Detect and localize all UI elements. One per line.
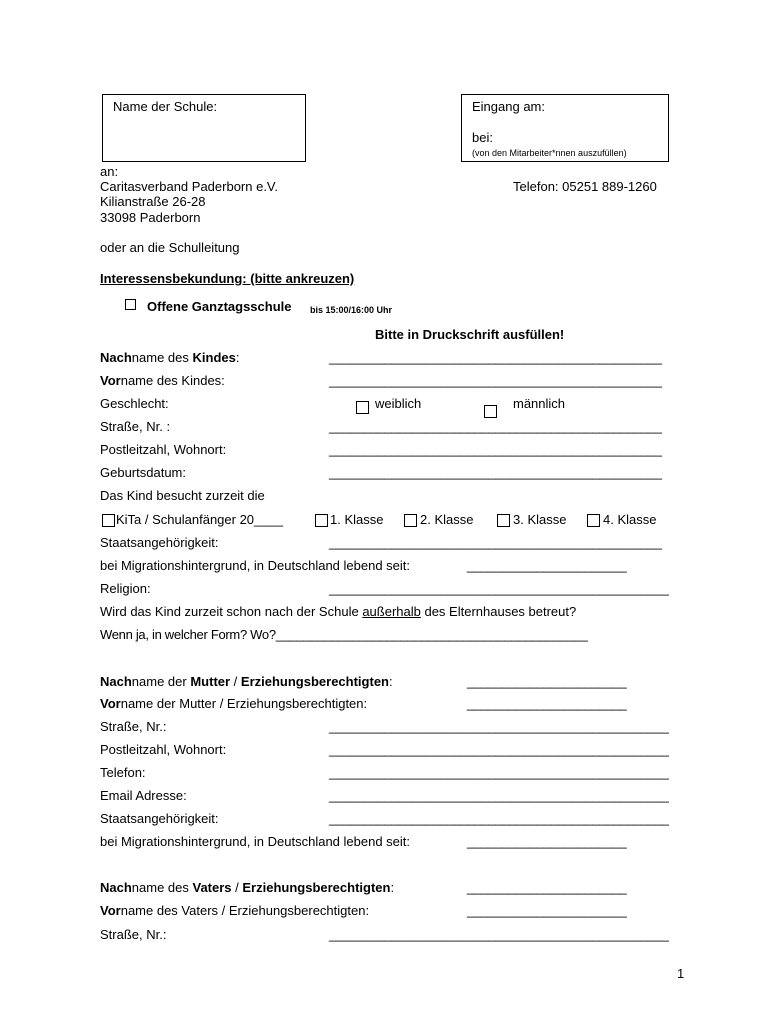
- interest-heading: Interessensbekundung: (bitte ankreuzen): [100, 271, 355, 286]
- mother-email-field[interactable]: _________________________________________________: [329, 788, 669, 803]
- child-vorname-label: Vorname des Kindes:: [100, 373, 225, 388]
- weiblich-label: weiblich: [375, 396, 422, 411]
- school-name-box[interactable]: [102, 94, 306, 162]
- ganztag-label: Offene Ganztagsschule: [147, 299, 292, 314]
- address-city: 33098 Paderborn: [100, 210, 201, 225]
- klasse4-checkbox[interactable]: [587, 514, 600, 527]
- child-geschlecht-label: Geschlecht:: [100, 396, 169, 411]
- mother-strasse-label: Straße, Nr.:: [100, 719, 167, 734]
- maennlich-label: männlich: [513, 396, 566, 411]
- child-plz-field[interactable]: ________________________________________________: [329, 442, 662, 457]
- address-street: Kilianstraße 26-28: [100, 194, 206, 209]
- ganztag-note: bis 15:00/16:00 Uhr: [310, 305, 393, 315]
- father-strasse-label: Straße, Nr.:: [100, 927, 167, 942]
- kita-label: KiTa / Schulanfänger 20____: [116, 512, 283, 527]
- address-org: Caritasverband Paderborn e.V.: [100, 179, 279, 194]
- address-an: an:: [100, 164, 119, 179]
- father-vorname-label: Vorname des Vaters / Erziehungsberechtigten:: [100, 903, 370, 918]
- mother-migration-label: bei Migrationshintergrund, in Deutschland lebend seit:: [100, 834, 411, 849]
- child-besucht-label: Das Kind besucht zurzeit die: [100, 488, 265, 503]
- father-vorname-field[interactable]: _______________________: [467, 903, 627, 918]
- child-nachname-field[interactable]: ________________________________________________: [329, 350, 662, 365]
- staff-note: (von den Mitarbeiter*nnen auszufüllen): [472, 148, 627, 158]
- child-migration-label: bei Migrationshintergrund, in Deutschland lebend seit:: [100, 558, 411, 573]
- mother-vorname-label: Vorname der Mutter / Erziehungsberechtigten:: [100, 696, 368, 711]
- mother-migration-field[interactable]: _______________________: [467, 834, 627, 849]
- child-vorname-field[interactable]: ________________________________________________: [329, 373, 662, 388]
- mother-strasse-field[interactable]: _________________________________________________: [329, 719, 669, 734]
- klasse4-label: 4. Klasse: [603, 512, 657, 527]
- mother-plz-label: Postleitzahl, Wohnort:: [100, 742, 227, 757]
- mother-plz-field[interactable]: _________________________________________________: [329, 742, 669, 757]
- mother-nachname-label: Nachname der Mutter / Erziehungsberechtigten:: [100, 674, 393, 689]
- child-plz-label: Postleitzahl, Wohnort:: [100, 442, 227, 457]
- child-religion-label: Religion:: [100, 581, 151, 596]
- klasse3-checkbox[interactable]: [497, 514, 510, 527]
- mother-telefon-field[interactable]: _________________________________________________: [329, 765, 669, 780]
- child-staat-field[interactable]: ________________________________________________: [329, 535, 662, 550]
- mother-nachname-field[interactable]: _______________________: [467, 674, 627, 689]
- page-number: 1: [677, 966, 685, 981]
- child-strasse-label: Straße, Nr. :: [100, 419, 171, 434]
- father-nachname-field[interactable]: _______________________: [467, 880, 627, 895]
- klasse3-label: 3. Klasse: [513, 512, 567, 527]
- father-nachname-label: Nachname des Vaters / Erziehungsberechtigten:: [100, 880, 395, 895]
- school-name-label: Name der Schule:: [113, 99, 218, 114]
- kita-checkbox[interactable]: [102, 514, 115, 527]
- child-betreut-question: Wird das Kind zurzeit schon nach der Schule außerhalb des Elternhauses betreut?: [100, 604, 577, 619]
- klasse1-label: 1. Klasse: [330, 512, 384, 527]
- child-geburtsdatum-field[interactable]: ________________________________________________: [329, 465, 662, 480]
- bei-label: bei:: [472, 130, 493, 145]
- child-nachname-label: Nachname des Kindes:: [100, 350, 240, 365]
- klasse1-checkbox[interactable]: [315, 514, 328, 527]
- mother-telefon-label: Telefon:: [100, 765, 146, 780]
- ganztag-checkbox[interactable]: [125, 299, 136, 310]
- maennlich-checkbox[interactable]: [484, 405, 497, 418]
- child-form-field[interactable]: Wenn ja, in welcher Form? Wo?_____________________________________________: [100, 627, 588, 642]
- office-use-box: [461, 94, 669, 162]
- mother-staat-field[interactable]: _________________________________________________: [329, 811, 669, 826]
- eingang-label: Eingang am:: [472, 99, 545, 114]
- father-strasse-field[interactable]: _________________________________________________: [329, 927, 669, 942]
- instruction: Bitte in Druckschrift ausfüllen!: [375, 327, 565, 342]
- weiblich-checkbox[interactable]: [356, 401, 369, 414]
- child-strasse-field[interactable]: ________________________________________________: [329, 419, 662, 434]
- klasse2-checkbox[interactable]: [404, 514, 417, 527]
- address-phone: Telefon: 05251 889-1260: [513, 179, 657, 194]
- child-migration-field[interactable]: _______________________: [467, 558, 627, 573]
- child-religion-field[interactable]: _________________________________________________: [329, 581, 669, 596]
- child-staat-label: Staatsangehörigkeit:: [100, 535, 219, 550]
- child-geburtsdatum-label: Geburtsdatum:: [100, 465, 186, 480]
- mother-email-label: Email Adresse:: [100, 788, 187, 803]
- mother-staat-label: Staatsangehörigkeit:: [100, 811, 219, 826]
- address-alt: oder an die Schulleitung: [100, 240, 240, 255]
- mother-vorname-field[interactable]: _______________________: [467, 696, 627, 711]
- klasse2-label: 2. Klasse: [420, 512, 474, 527]
